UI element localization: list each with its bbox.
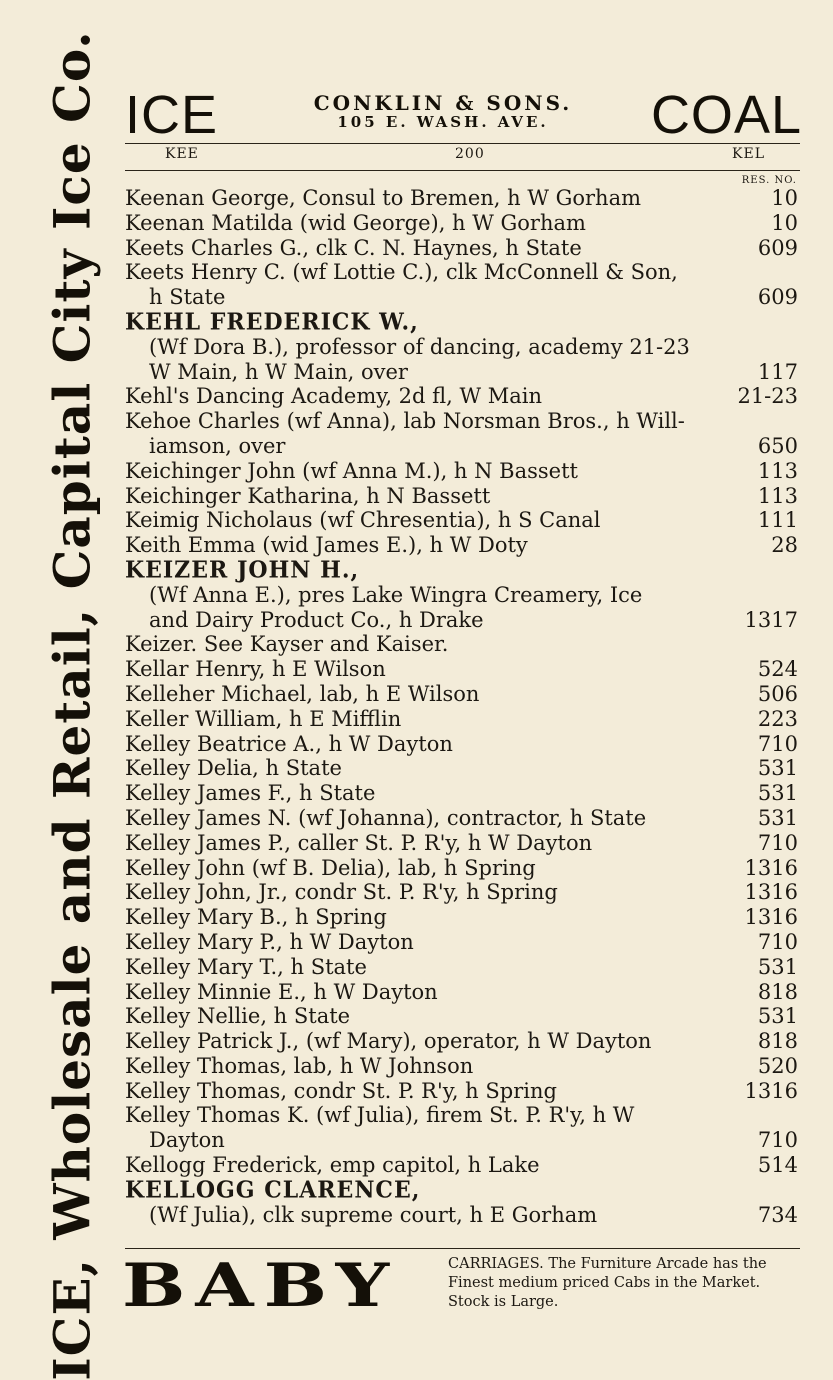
directory-entry xyxy=(125,186,800,211)
entry-text: Kelley Thomas K. (wf Julia), firem St. P. R'y, h W xyxy=(125,1103,635,1128)
footer-ad-text: CARRIAGES. The Furniture Arcade has the Finest medium priced Cabs in the Market. Stock is Large. xyxy=(448,1256,767,1310)
directory-entry xyxy=(125,1103,800,1128)
directory-entry xyxy=(125,484,800,509)
residence-number: 818 xyxy=(757,979,798,1004)
directory-entry xyxy=(125,1004,800,1029)
footer-advertisement xyxy=(122,1251,802,1321)
residence-number: 223 xyxy=(757,706,798,731)
residence-number: 1316 xyxy=(744,880,798,905)
entry-text: (Wf Anna E.), pres Lake Wingra Creamery, Ice xyxy=(149,582,643,607)
directory-entry xyxy=(125,409,800,434)
directory-entry xyxy=(125,1054,800,1079)
directory-entry xyxy=(125,781,800,806)
directory-entry xyxy=(125,1203,800,1228)
entry-text: KEHL FREDERICK W., xyxy=(125,308,419,336)
directory-entry xyxy=(125,211,800,236)
entry-text: and Dairy Product Co., h Drake xyxy=(149,607,484,632)
residence-number: 710 xyxy=(757,731,798,756)
residence-number: 650 xyxy=(757,433,798,458)
directory-entry xyxy=(125,831,800,856)
entry-text: Keenan George, Consul to Bremen, h W Gorham xyxy=(125,186,642,210)
entry-text: KEIZER JOHN H., xyxy=(125,556,360,584)
page-number: 200 xyxy=(455,146,485,162)
residence-number: 531 xyxy=(757,781,798,806)
entry-text: Keizer. See Kayser and Kaiser. xyxy=(125,632,449,657)
residence-number: 1316 xyxy=(744,1078,798,1103)
entry-text: Kellar Henry, h E Wilson xyxy=(125,657,386,682)
entry-text: Kelley John, Jr., condr St. P. R'y, h Spring xyxy=(125,880,558,905)
directory-entry xyxy=(125,905,800,930)
entry-text: Kellogg Frederick, emp capitol, h Lake xyxy=(125,1153,540,1178)
entry-text: Kelley John (wf B. Delia), lab, h Spring xyxy=(125,855,536,880)
directory-heading xyxy=(125,558,800,583)
header-rule xyxy=(125,143,800,144)
entry-text: Keller William, h E Mifflin xyxy=(125,706,402,731)
residence-number: 506 xyxy=(757,681,798,706)
directory-entry xyxy=(125,806,800,831)
residence-number: 1316 xyxy=(744,855,798,880)
running-head xyxy=(125,146,765,166)
entry-text: Kelley Delia, h State xyxy=(125,756,342,781)
running-head-left: KEE xyxy=(165,146,199,162)
directory-entry xyxy=(125,1128,800,1153)
directory-entry xyxy=(125,1079,800,1104)
residence-number: 710 xyxy=(757,929,798,954)
directory-entry xyxy=(125,285,800,310)
entry-text: (Wf Dora B.), professor of dancing, academy 21-23 xyxy=(149,334,690,359)
residence-number: 710 xyxy=(757,830,798,855)
header-company-address: 105 E. WASH. AVE. xyxy=(337,113,549,131)
directory-entry xyxy=(125,707,800,732)
header-coal: COAL xyxy=(650,85,802,145)
directory-entry xyxy=(125,955,800,980)
residence-number: 1316 xyxy=(744,905,798,930)
directory-entry xyxy=(125,1029,800,1054)
residence-number: 28 xyxy=(771,533,798,558)
page-header-advertisement xyxy=(125,85,802,145)
directory-entry xyxy=(125,384,800,409)
entry-text: Kelley Mary P., h W Dayton xyxy=(125,929,414,954)
running-head-rule xyxy=(125,170,800,171)
entry-text: Dayton xyxy=(149,1128,225,1153)
entry-text: Kelley Thomas, lab, h W Johnson xyxy=(125,1053,474,1078)
residence-number: 117 xyxy=(757,359,798,384)
residence-number: 609 xyxy=(757,285,798,310)
directory-entry xyxy=(125,236,800,261)
residence-number: 531 xyxy=(757,1004,798,1029)
entry-text: Kelley Mary B., h Spring xyxy=(125,905,387,930)
directory-listing xyxy=(125,186,800,1227)
entry-text: iamson, over xyxy=(149,433,286,458)
directory-heading xyxy=(125,1178,800,1203)
entry-text: Keets Henry C. (wf Lottie C.), clk McConnell & Son, xyxy=(125,260,678,285)
residence-number: 609 xyxy=(757,235,798,260)
directory-entry xyxy=(125,583,800,608)
directory-entry xyxy=(125,508,800,533)
directory-entry xyxy=(125,980,800,1005)
directory-entry xyxy=(125,657,800,682)
entry-text: (Wf Julia), clk supreme court, h E Gorham xyxy=(149,1202,598,1227)
directory-entry xyxy=(125,756,800,781)
entry-text: Keenan Matilda (wid George), h W Gorham xyxy=(125,210,586,235)
residence-number: 1317 xyxy=(744,607,798,632)
entry-text: Kehoe Charles (wf Anna), lab Norsman Bros., h Will- xyxy=(125,409,685,434)
residence-number: 531 xyxy=(757,805,798,830)
entry-text: Keimig Nicholaus (wf Chresentia), h S Canal xyxy=(125,508,601,533)
directory-entry xyxy=(125,732,800,757)
header-company-name: CONKLIN & SONS. xyxy=(313,91,573,115)
directory-entry xyxy=(125,608,800,633)
footer-big-word: BABY xyxy=(122,1251,400,1321)
entry-text: Keith Emma (wid James E.), h W Doty xyxy=(125,533,528,558)
residence-number: 111 xyxy=(757,508,798,533)
residence-number: 818 xyxy=(757,1029,798,1054)
entry-text: Kelley Mary T., h State xyxy=(125,954,367,979)
directory-entry xyxy=(125,260,800,285)
entry-text: Kelley Patrick J., (wf Mary), operator, h W Dayton xyxy=(125,1029,652,1054)
residence-number: 10 xyxy=(771,210,798,235)
footer-rule xyxy=(125,1248,800,1249)
residence-number: 21-23 xyxy=(737,384,798,409)
res-no-label: RES. NO. xyxy=(741,175,797,186)
residence-number: 113 xyxy=(757,458,798,483)
entry-text: W Main, h W Main, over xyxy=(149,359,408,384)
entry-text: Kelley Beatrice A., h W Dayton xyxy=(125,731,453,756)
entry-text: Kehl's Dancing Academy, 2d fl, W Main xyxy=(125,384,543,409)
entry-text: Kelley Minnie E., h W Dayton xyxy=(125,979,438,1004)
directory-entry xyxy=(125,880,800,905)
directory-entry xyxy=(125,856,800,881)
entry-text: Kelley James P., caller St. P. R'y, h W Dayton xyxy=(125,830,593,855)
entry-text: Kelleher Michael, lab, h E Wilson xyxy=(125,681,480,706)
directory-entry xyxy=(125,632,800,657)
entry-text: h State xyxy=(149,285,226,310)
residence-number: 113 xyxy=(757,483,798,508)
residence-number: 520 xyxy=(757,1053,798,1078)
residence-number: 10 xyxy=(771,186,798,210)
entry-text: Kelley Thomas, condr St. P. R'y, h Spring xyxy=(125,1078,557,1103)
entry-text: Kelley James N. (wf Johanna), contractor, h State xyxy=(125,805,647,830)
directory-heading xyxy=(125,310,800,335)
residence-number: 710 xyxy=(757,1128,798,1153)
directory-entry xyxy=(125,459,800,484)
directory-entry xyxy=(125,930,800,955)
residence-number: 531 xyxy=(757,954,798,979)
directory-entry xyxy=(125,434,800,459)
entry-text: Kelley Nellie, h State xyxy=(125,1004,351,1029)
directory-entry xyxy=(125,335,800,360)
residence-number: 734 xyxy=(757,1202,798,1227)
directory-entry xyxy=(125,533,800,558)
directory-entry xyxy=(125,360,800,385)
header-company xyxy=(243,92,643,131)
side-advertisement xyxy=(32,29,112,1380)
residence-number: 514 xyxy=(757,1153,798,1178)
side-ad-text: ICE, Wholesale and Retail, Capital City Ice Co. xyxy=(42,29,102,1380)
entry-text: Keichinger Katharina, h N Bassett xyxy=(125,483,491,508)
residence-number: 524 xyxy=(757,657,798,682)
residence-number: 531 xyxy=(757,756,798,781)
entry-text: Kelley James F., h State xyxy=(125,781,376,806)
entry-text: Keets Charles G., clk C. N. Haynes, h State xyxy=(125,235,582,260)
directory-entry xyxy=(125,1153,800,1178)
entry-text: KELLOGG CLARENCE, xyxy=(125,1176,421,1204)
entry-text: Keichinger John (wf Anna M.), h N Bassett xyxy=(125,458,578,483)
running-head-right: KEL xyxy=(732,146,765,162)
header-ice: ICE xyxy=(125,85,219,145)
directory-entry xyxy=(125,682,800,707)
